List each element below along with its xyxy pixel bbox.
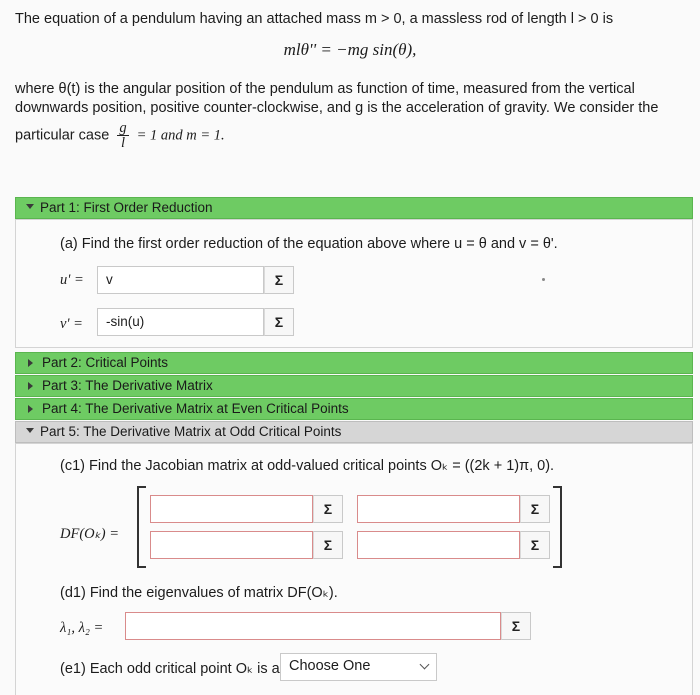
v-prime-input[interactable]: -sin(u) bbox=[97, 308, 264, 336]
sigma-button-21[interactable]: Σ bbox=[313, 531, 343, 559]
sigma-button-u[interactable]: Σ bbox=[264, 266, 294, 294]
part-3-header[interactable] bbox=[15, 375, 693, 397]
sigma-button-eigen[interactable]: Σ bbox=[501, 612, 531, 640]
sigma-button-12[interactable]: Σ bbox=[520, 495, 550, 523]
intro-line-3: downwards position, positive counter-clockwise, and g is the acceleration of gravity. We consider the bbox=[15, 100, 659, 116]
part-3-title: Part 3: The Derivative Matrix bbox=[42, 378, 213, 393]
fraction-numerator: g bbox=[119, 120, 127, 136]
sigma-button-v[interactable]: Σ bbox=[264, 308, 294, 336]
v-prime-label: v' = bbox=[60, 316, 83, 332]
matrix-left-bracket bbox=[137, 486, 146, 568]
part-4-header[interactable] bbox=[15, 398, 693, 420]
matrix-right-bracket bbox=[553, 486, 562, 568]
part-1-question: (a) Find the first order reduction of the equation above where u = θ and v = θ'. bbox=[60, 236, 558, 252]
u-prime-input[interactable]: v bbox=[97, 266, 264, 294]
matrix-cell-12-input[interactable] bbox=[357, 495, 520, 523]
part-5-title: Part 5: The Derivative Matrix at Odd Critical Points bbox=[40, 424, 342, 439]
part-5-header[interactable] bbox=[15, 421, 693, 443]
matrix-cell-21-input[interactable] bbox=[150, 531, 313, 559]
eigenvalues-input[interactable] bbox=[125, 612, 501, 640]
part-1-title: Part 1: First Order Reduction bbox=[40, 200, 213, 215]
c1-question: (c1) Find the Jacobian matrix at odd-valued critical points Oₖ = ((2k + 1)π, 0). bbox=[60, 458, 555, 474]
intro-line-4-suffix: = 1 and m = 1. bbox=[136, 127, 225, 144]
df-label: DF(Oₖ) = bbox=[60, 526, 120, 542]
expand-down-icon bbox=[26, 428, 34, 433]
expand-right-icon bbox=[28, 359, 33, 367]
matrix-cell-22-input[interactable] bbox=[357, 531, 520, 559]
critical-point-type-select[interactable] bbox=[280, 653, 437, 681]
expand-right-icon bbox=[28, 382, 33, 390]
intro-line-4 bbox=[15, 121, 225, 150]
part-1-header[interactable] bbox=[15, 197, 693, 219]
expand-down-icon bbox=[26, 204, 34, 209]
intro-line-1: The equation of a pendulum having an attached mass m > 0, a massless rod of length l > 0 is bbox=[15, 11, 614, 27]
intro-line-2: where θ(t) is the angular position of the pendulum as function of time, measured from the vertical bbox=[15, 81, 635, 97]
lambda-label: λ₁, λ₂ = bbox=[60, 620, 104, 636]
d1-question: (d1) Find the eigenvalues of matrix DF(Oₖ). bbox=[60, 585, 338, 601]
status-dot bbox=[542, 278, 545, 281]
u-prime-label: u' = bbox=[60, 272, 84, 288]
sigma-button-11[interactable]: Σ bbox=[313, 495, 343, 523]
fraction-denominator: l bbox=[120, 135, 125, 151]
part-2-header[interactable] bbox=[15, 352, 693, 374]
expand-right-icon bbox=[28, 405, 33, 413]
select-value: Choose One bbox=[289, 658, 371, 674]
chevron-down-icon bbox=[420, 660, 430, 670]
part-4-title: Part 4: The Derivative Matrix at Even Critical Points bbox=[42, 401, 349, 416]
part-2-title: Part 2: Critical Points bbox=[42, 355, 169, 370]
sigma-button-22[interactable]: Σ bbox=[520, 531, 550, 559]
intro-line-4-prefix: particular case bbox=[15, 127, 110, 144]
e1-question: (e1) Each odd critical point Oₖ is a bbox=[60, 661, 280, 677]
g-over-l-fraction bbox=[117, 121, 128, 150]
matrix-cell-11-input[interactable] bbox=[150, 495, 313, 523]
pendulum-equation: mlθ'' = −mg sin(θ), bbox=[283, 40, 417, 59]
